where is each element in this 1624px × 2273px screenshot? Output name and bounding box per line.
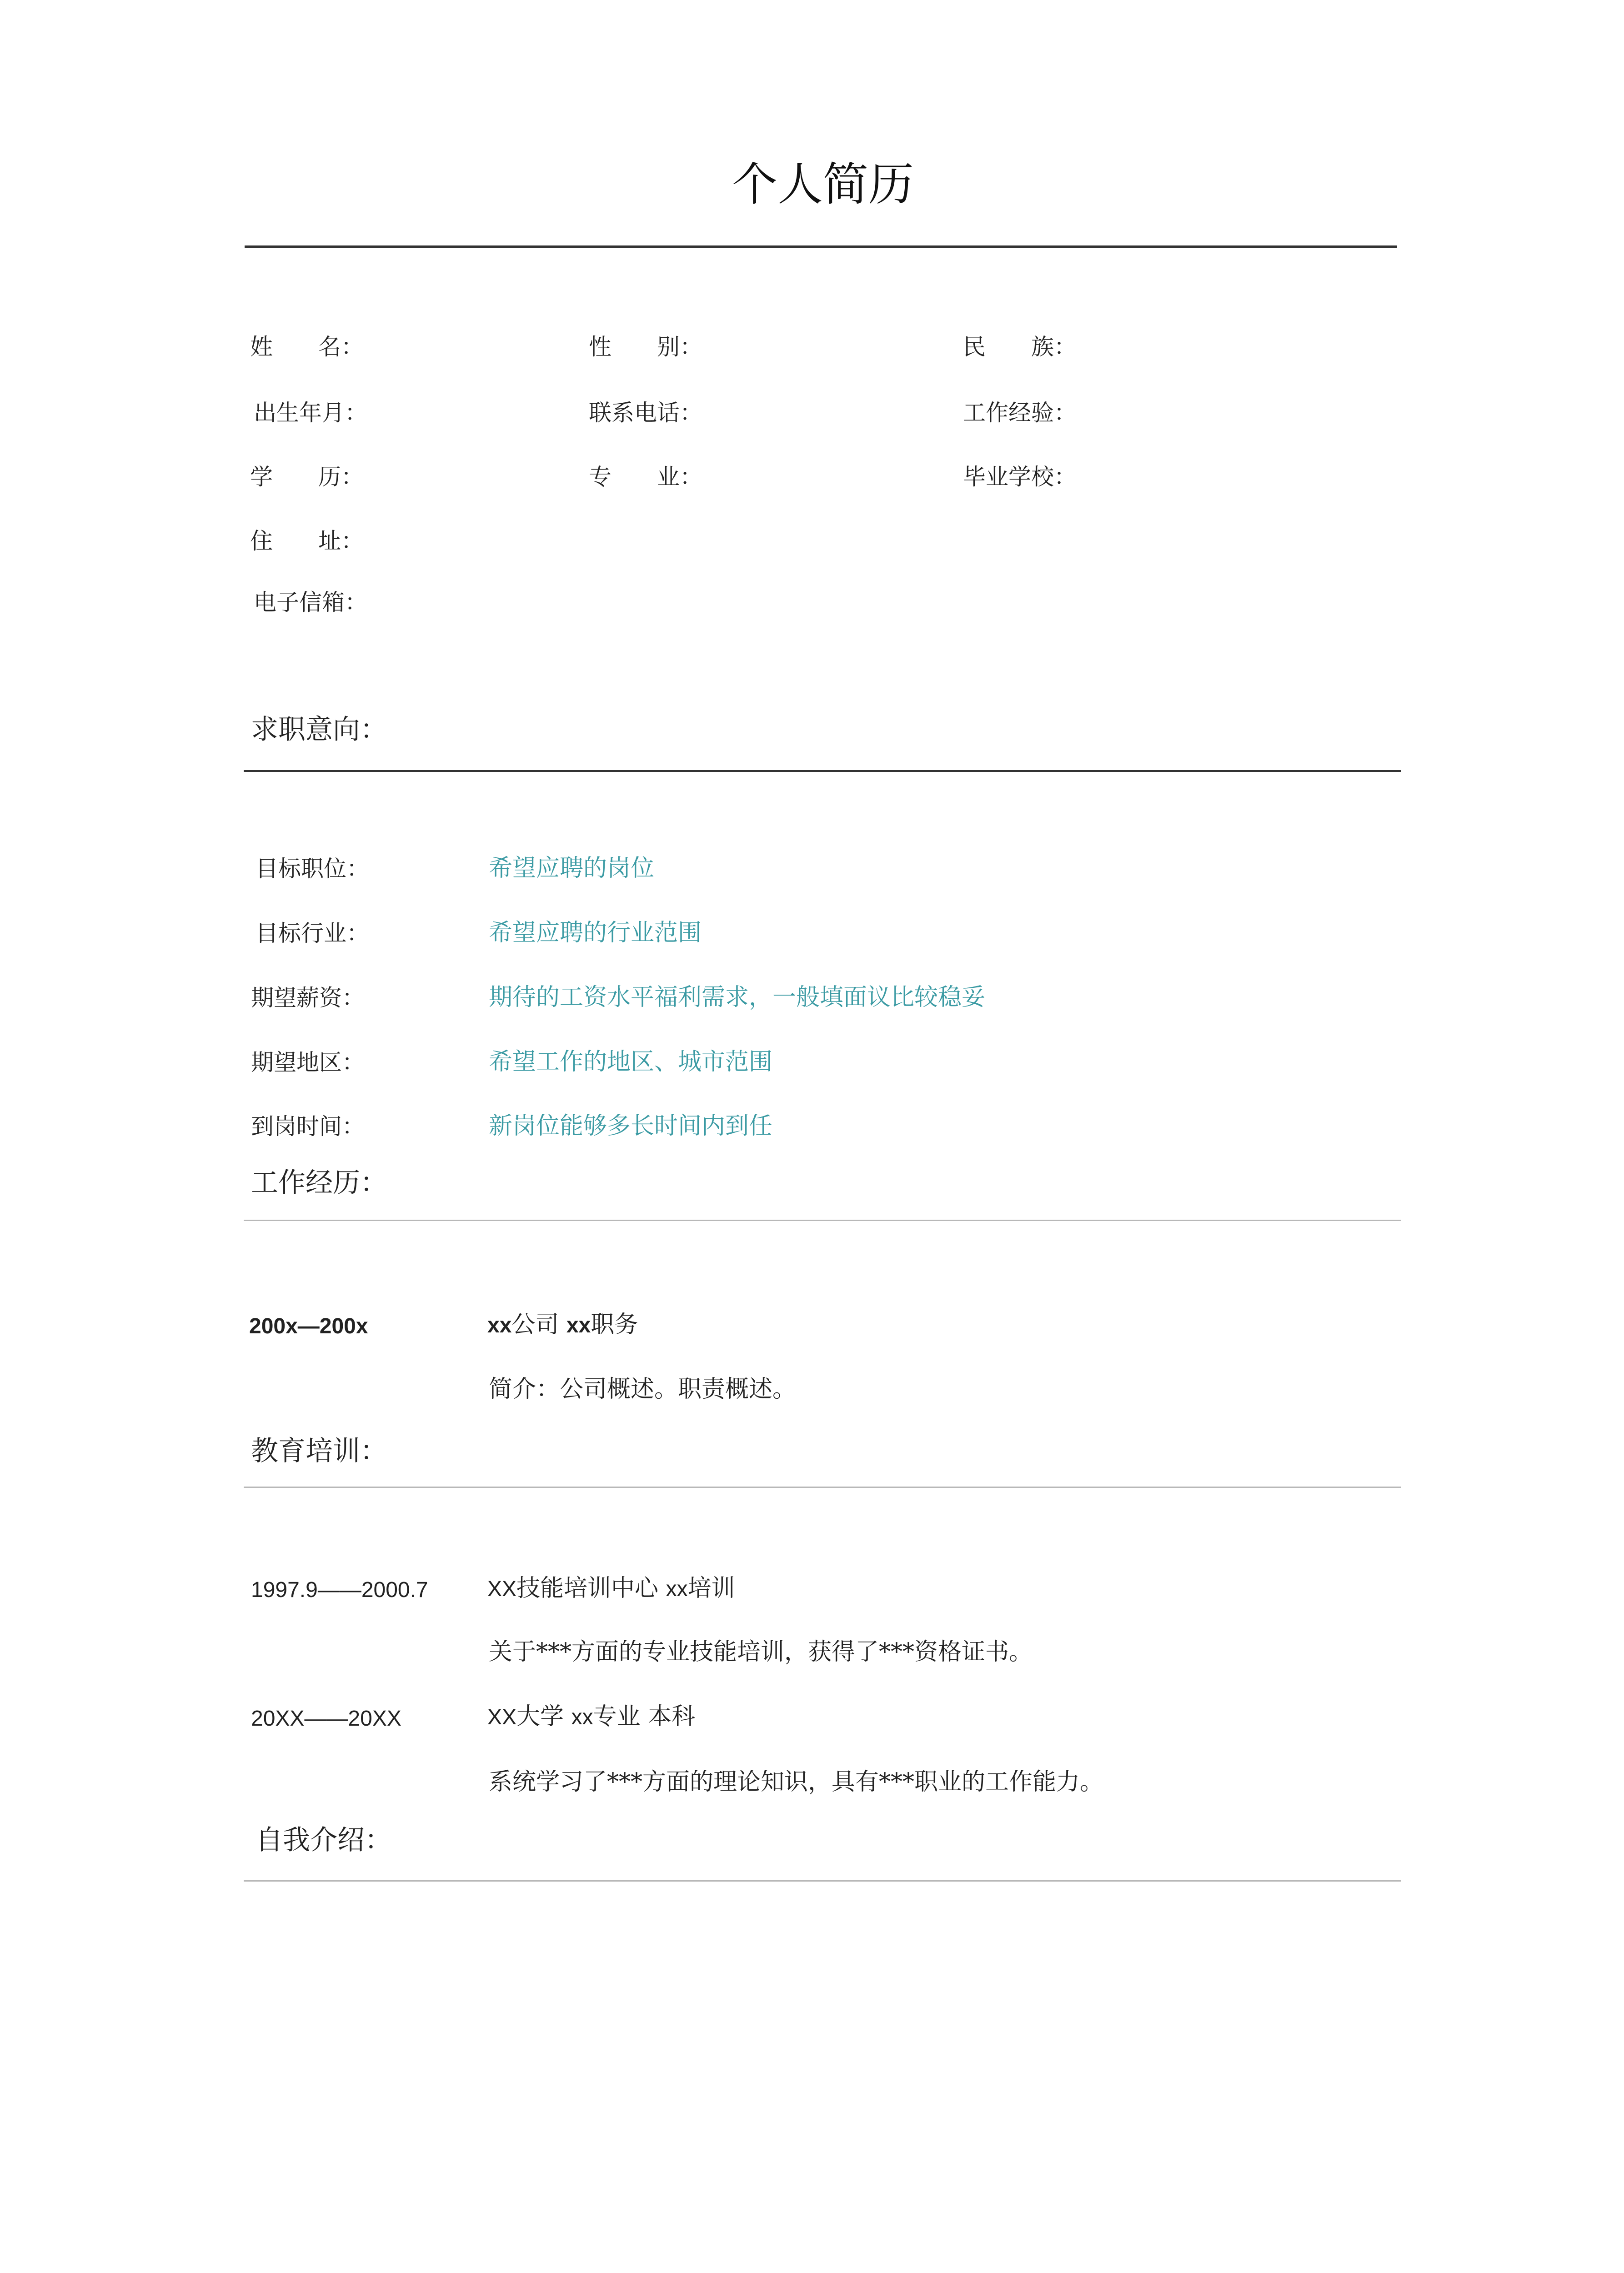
- work-description: 简介：公司概述。职责概述。: [489, 1376, 797, 1403]
- education-2-major-prefix: xx: [571, 1705, 593, 1729]
- education-1-prefix: XX: [487, 1577, 517, 1601]
- major-label: 专 业：: [589, 464, 702, 490]
- ethnicity-label: 民 族：: [963, 334, 1077, 360]
- education-2-period: 20XX——20XX: [251, 1707, 401, 1731]
- job-intent-heading: 求职意向：: [251, 714, 387, 746]
- work-company-suffix: 公司: [511, 1311, 566, 1338]
- job-intent-value-salary: 期待的工资水平福利需求，一般填面议比较稳妥: [489, 984, 986, 1011]
- job-intent-label-target-industry: 目标行业：: [256, 920, 369, 946]
- work-company-prefix: xx: [487, 1313, 512, 1337]
- education-1-course-prefix: xx: [666, 1577, 688, 1601]
- education-1-org: 技能培训中心: [516, 1575, 666, 1602]
- education-2-major: 专业 本科: [593, 1703, 696, 1730]
- work-period: 200x—200x: [249, 1314, 368, 1338]
- education-label: 学 历：: [250, 464, 364, 490]
- job-intent-value-region: 希望工作的地区、城市范围: [489, 1048, 773, 1076]
- phone-label: 联系电话：: [589, 400, 702, 426]
- education-1-institution: [487, 1577, 735, 1600]
- education-2-institution: [487, 1705, 695, 1728]
- education-2-description: 系统学习了***方面的理论知识，具有***职业的工作能力。: [489, 1768, 1104, 1796]
- job-intent-value-target-position: 希望应聘的岗位: [489, 855, 655, 882]
- school-label: 毕业学校：: [963, 464, 1077, 490]
- self-intro-heading: 自我介绍：: [256, 1824, 392, 1856]
- self-intro-divider: [244, 1880, 1401, 1882]
- job-intent-label-region: 期望地区：: [251, 1049, 365, 1076]
- experience-label: 工作经验：: [963, 400, 1077, 426]
- education-heading: 教育培训：: [251, 1435, 387, 1467]
- email-label: 电子信箱：: [254, 589, 367, 616]
- job-intent-value-start-time: 新岗位能够多长时间内到任: [489, 1112, 773, 1140]
- job-intent-value-target-industry: 希望应聘的行业范围: [489, 919, 702, 946]
- education-1-course: 培训: [687, 1575, 735, 1602]
- title-divider: [245, 245, 1397, 248]
- education-2-school: 大学: [516, 1703, 571, 1730]
- job-intent-label-target-position: 目标职位：: [256, 856, 369, 882]
- birth-label: 出生年月：: [254, 400, 367, 426]
- job-intent-divider: [244, 770, 1401, 772]
- work-role-prefix: xx: [566, 1313, 591, 1337]
- address-label: 住 址：: [250, 528, 364, 554]
- job-intent-label-start-time: 到岗时间：: [251, 1113, 365, 1140]
- education-2-prefix: XX: [487, 1705, 517, 1729]
- page-title: 个人简历: [732, 158, 914, 211]
- education-1-period: 1997.9——2000.7: [251, 1578, 428, 1602]
- work-divider: [244, 1220, 1401, 1221]
- name-label: 姓 名：: [250, 334, 364, 360]
- work-company-role: [487, 1313, 638, 1337]
- education-1-description: 关于***方面的专业技能培训，获得了***资格证书。: [489, 1638, 1033, 1666]
- work-role-suffix: 职务: [591, 1311, 638, 1338]
- job-intent-label-salary: 期望薪资：: [251, 985, 365, 1011]
- gender-label: 性 别：: [589, 334, 702, 360]
- education-divider: [244, 1487, 1401, 1488]
- work-heading: 工作经历：: [251, 1167, 387, 1199]
